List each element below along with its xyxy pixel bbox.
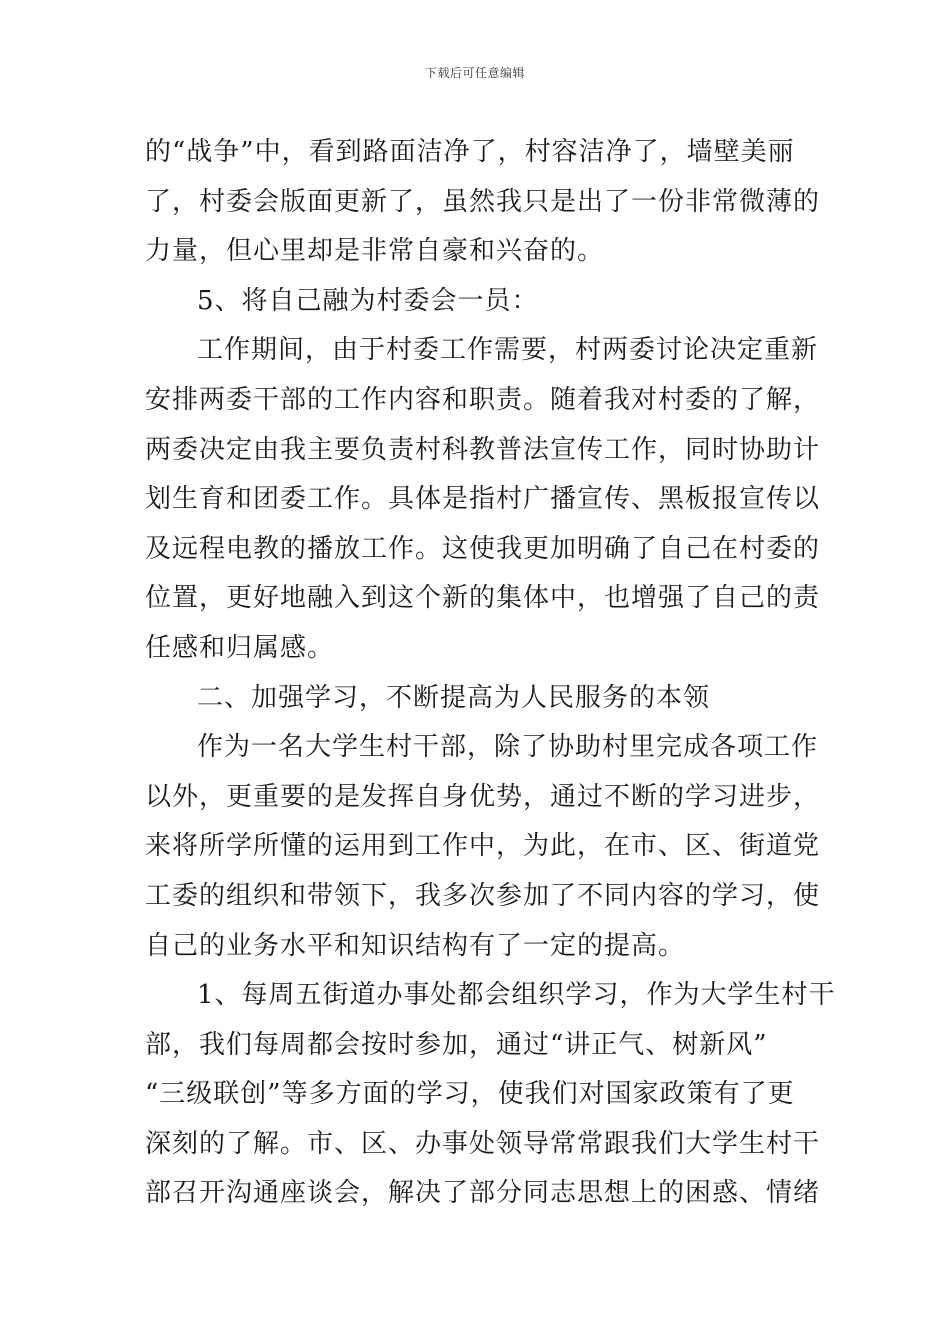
text-line: 5、将自己融为村委会一员： — [197, 285, 539, 316]
text-line: 1、每周五街道办事处都会组织学习，作为大学生村干 — [197, 980, 836, 1011]
text-line: 位置，更好地融入到这个新的集体中，也增强了自己的责 — [145, 583, 821, 614]
text-line: 自己的业务水平和知识结构有了一定的提高。 — [145, 930, 686, 961]
text-line: 及远程电教的播放工作。这使我更加明确了自己在村委的 — [145, 533, 821, 564]
text-line: 安排两委干部的工作内容和职责。随着我对村委的了解， — [145, 384, 821, 415]
text-line: 了，村委会版面更新了，虽然我只是出了一份非常微薄的 — [145, 186, 821, 217]
text-line: “三级联创”等多方面的学习，使我们对国家政策有了更 — [145, 1079, 795, 1110]
document-body — [145, 128, 836, 1219]
text-line: 部召开沟通座谈会，解决了部分同志思想上的困惑、情绪 — [145, 1178, 821, 1209]
text-line: 深刻的了解。市、区、办事处领导常常跟我们大学生村干 — [145, 1128, 821, 1159]
text-line: 二、加强学习，不断提高为人民服务的本领 — [197, 682, 711, 713]
text-line: 划生育和团委工作。具体是指村广播宣传、黑板报宣传以 — [145, 484, 821, 515]
text-line: 作为一名大学生村干部，除了协助村里完成各项工作 — [197, 732, 819, 763]
text-line: 的“战争”中，看到路面洁净了，村容洁净了，墙壁美丽 — [145, 137, 795, 167]
text-line: 力量，但心里却是非常自豪和兴奋的。 — [145, 236, 605, 267]
text-line: 两委决定由我主要负责村科教普法宣传工作，同时协助计 — [145, 434, 821, 465]
text-line: 工委的组织和带领下，我多次参加了不同内容的学习，使 — [145, 880, 821, 911]
text-line: 部，我们每周都会按时参加，通过“讲正气、树新风” — [145, 1029, 768, 1060]
text-line: 任感和归属感。 — [145, 632, 335, 663]
text-line: 来将所学所懂的运用到工作中，为此，在市、区、街道党 — [145, 831, 821, 862]
text-line: 工作期间，由于村委工作需要，村两委讨论决定重新 — [197, 335, 819, 366]
page-header: 下载后可任意编辑 — [424, 66, 525, 80]
text-line: 以外，更重要的是发挥自身优势，通过不断的学习进步， — [145, 781, 821, 812]
